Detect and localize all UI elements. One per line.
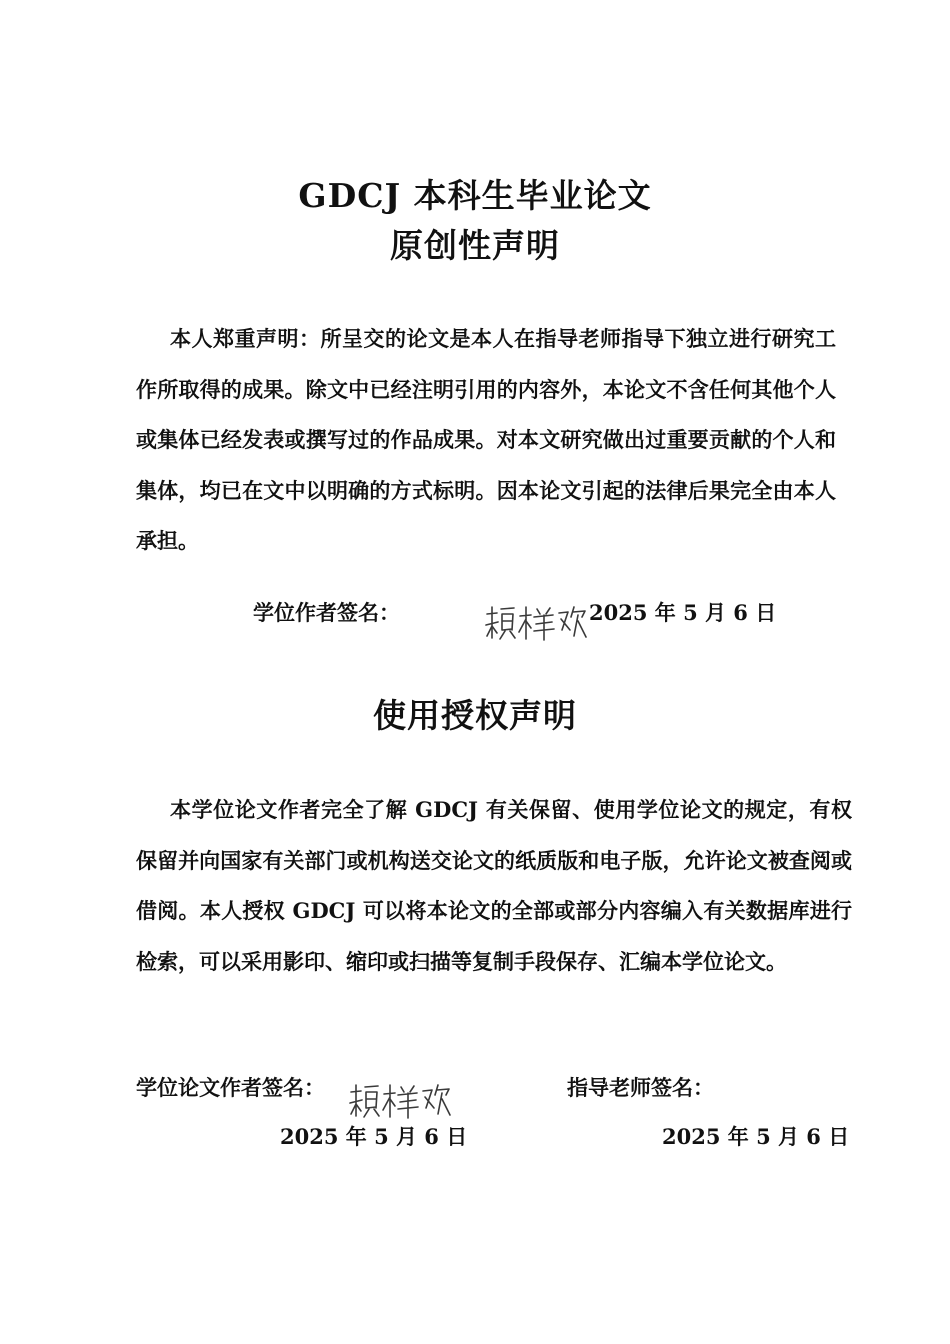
authorization-declaration-title: 使用授权声明 xyxy=(373,696,577,735)
thesis-author-signature-label: 学位论文作者签名： xyxy=(136,1075,325,1100)
authorization-declaration-body: 本学位论文作者完全了解 GDCJ 有关保留、使用学位论文的规定，有权保留并向国家有关部门或机构送交论文的纸质版和电子版，允许论文被查阅或借阅。本人授权 GDCJ 可以将本论文的全部或部分内容编入有关数据库进行检索，可以采用影印、缩印或扫描等复制手段保存、汇编本学位论文。 xyxy=(136,797,852,974)
document-title: GDCJ 本科生毕业论文 xyxy=(298,176,652,215)
originality-declaration-title: 原创性声明 xyxy=(390,226,560,265)
advisor-signature-label: 指导老师签名： xyxy=(567,1075,714,1100)
advisor-signature-date: 2025 年 5 月 6 日 xyxy=(662,1124,850,1149)
originality-declaration-body: 本人郑重声明：所呈交的论文是本人在指导老师指导下独立进行研究工作所取得的成果。除文中已经注明引用的内容外，本论文不含任何其他个人或集体已经发表或撰写过的作品成果。对本文研究做出过重要贡献的个人和集体，均已在文中以明确的方式标明。因本论文引起的法律后果完全由本人承担。 xyxy=(136,326,836,553)
originality-signature-date: 2025 年 5 月 6 日 xyxy=(589,600,777,625)
thesis-author-signature-date: 2025 年 5 月 6 日 xyxy=(280,1124,468,1149)
thesis-author-handwritten-signature xyxy=(348,1078,452,1124)
author-signature-label: 学位作者签名： xyxy=(253,600,400,625)
author-handwritten-signature xyxy=(484,600,588,646)
